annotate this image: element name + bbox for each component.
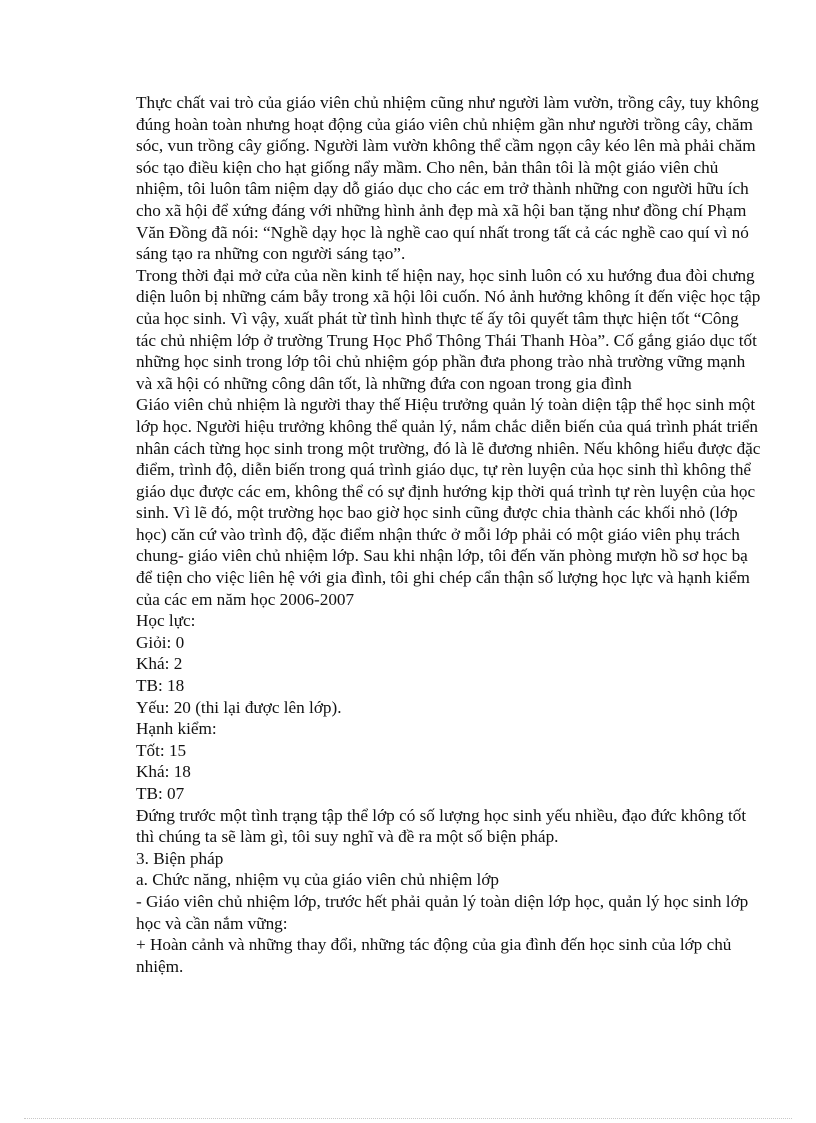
list-item-manage-class: - Giáo viên chủ nhiệm lớp, trước hết phải quản lý toàn diện lớp học, quản lý học sinh lớp học và cần nắm vững: (136, 891, 749, 933)
conduct-good: Tốt: 15 (136, 740, 187, 760)
conduct-fair: Khá: 18 (136, 762, 191, 782)
academic-excellent: Giỏi: 0 (136, 632, 185, 652)
subsection-heading-functions: a. Chức năng, nhiệm vụ của giáo viên chủ nhiệm lớp (136, 870, 500, 890)
academic-average: TB: 18 (136, 676, 185, 696)
paragraph-context: Trong thời đại mở cửa của nền kinh tế hiện nay, học sinh luôn có xu hướng đua đòi chưng diện luôn bị những cám bẫy trong xã hội lôi cuốn. Nó ảnh hưởng không ít đến việc học tập của học sinh. Vì vậy, xuất phát từ tình hình thực tế ấy tôi quyết tâm thực hiện tốt “Công tác chủ nhiệm lớp ở trường Trung Học Phổ Thông Thái Thanh Hòa”. Cố gắng giáo dục tốt những học sinh trong lớp tôi chủ nhiệm góp phần đưa phong trào nhà trường vững mạnh và xã hội có những công dân tốt, là những đứa con ngoan trong gia đình (136, 265, 761, 393)
document-body (136, 92, 761, 977)
academic-weak: Yếu: 20 (thi lại được lên lớp). (136, 697, 342, 717)
page-bottom-rule (24, 1118, 792, 1119)
academic-good: Khá: 2 (136, 654, 183, 674)
paragraph-homeroom-teacher: Giáo viên chủ nhiệm là người thay thế Hiệu trưởng quản lý toàn diện tập thể học sinh một lớp học. Người hiệu trưởng không thể quản lý, nắm chắc diễn biến của quá trình phát triển nhân cách từng học sinh trong một trường, đó là lẽ đương nhiên. Nếu không hiểu được đặc điểm, trình độ, diễn biến trong quá trình giáo dục, tự rèn luyện của học sinh thì không thể giáo dục được các em, không thể có sự định hướng kịp thời quá trình tự rèn luyện của học sinh. Vì lẽ đó, một trường học bao giờ học sinh cũng được chia thành các khối nhỏ (lớp học) căn cứ vào trình độ, đặc điểm nhận thức ở mỗi lớp phải có một giáo viên phụ trách chung- giáo viên chủ nhiệm lớp. Sau khi nhận lớp, tôi đến văn phòng mượn hồ sơ học bạ để tiện cho việc liên hệ với gia đình, tôi ghi chép cẩn thận số lượng học lực và hạnh kiểm của các em năm học 2006-2007 (136, 395, 761, 609)
list-item-family-circumstances: + Hoàn cảnh và những thay đổi, những tác động của gia đình đến học sinh của lớp chủ nhiệm. (136, 935, 732, 976)
section-heading-measures: 3. Biện pháp (136, 848, 224, 868)
conduct-heading: Hạnh kiểm: (136, 719, 217, 739)
conduct-average: TB: 07 (136, 784, 185, 803)
academic-heading: Học lực: (136, 611, 196, 631)
paragraph-situation: Đứng trước một tình trạng tập thể lớp có số lượng học sinh yếu nhiều, đạo đức không tốt thì chúng ta sẽ làm gì, tôi suy nghĩ và đề ra một số biện pháp. (136, 805, 747, 847)
paragraph-intro-role: Thực chất vai trò của giáo viên chủ nhiệm cũng như người làm vườn, trồng cây, tuy không đúng hoàn toàn nhưng hoạt động của giáo viên chủ nhiệm gần như người trồng cây, chăm sóc, vun trồng cây giống. Người làm vườn không thể cầm ngọn cây kéo lên mà phải chăm sóc tạo điều kiện cho hạt giống nẩy mầm. Cho nên, bản thân tôi là một giáo viên chủ nhiệm, tôi luôn tâm niệm dạy dỗ giáo dục cho các em trở thành những con người hữu ích cho xã hội để xứng đáng với những hình ảnh đẹp mà xã hội ban tặng như đồng chí Phạm Văn Đồng đã nói: “Nghề dạy học là nghề cao quí nhất trong tất cả các nghề cao quí vì nó sáng tạo ra những con người sáng tạo”. (136, 93, 759, 264)
